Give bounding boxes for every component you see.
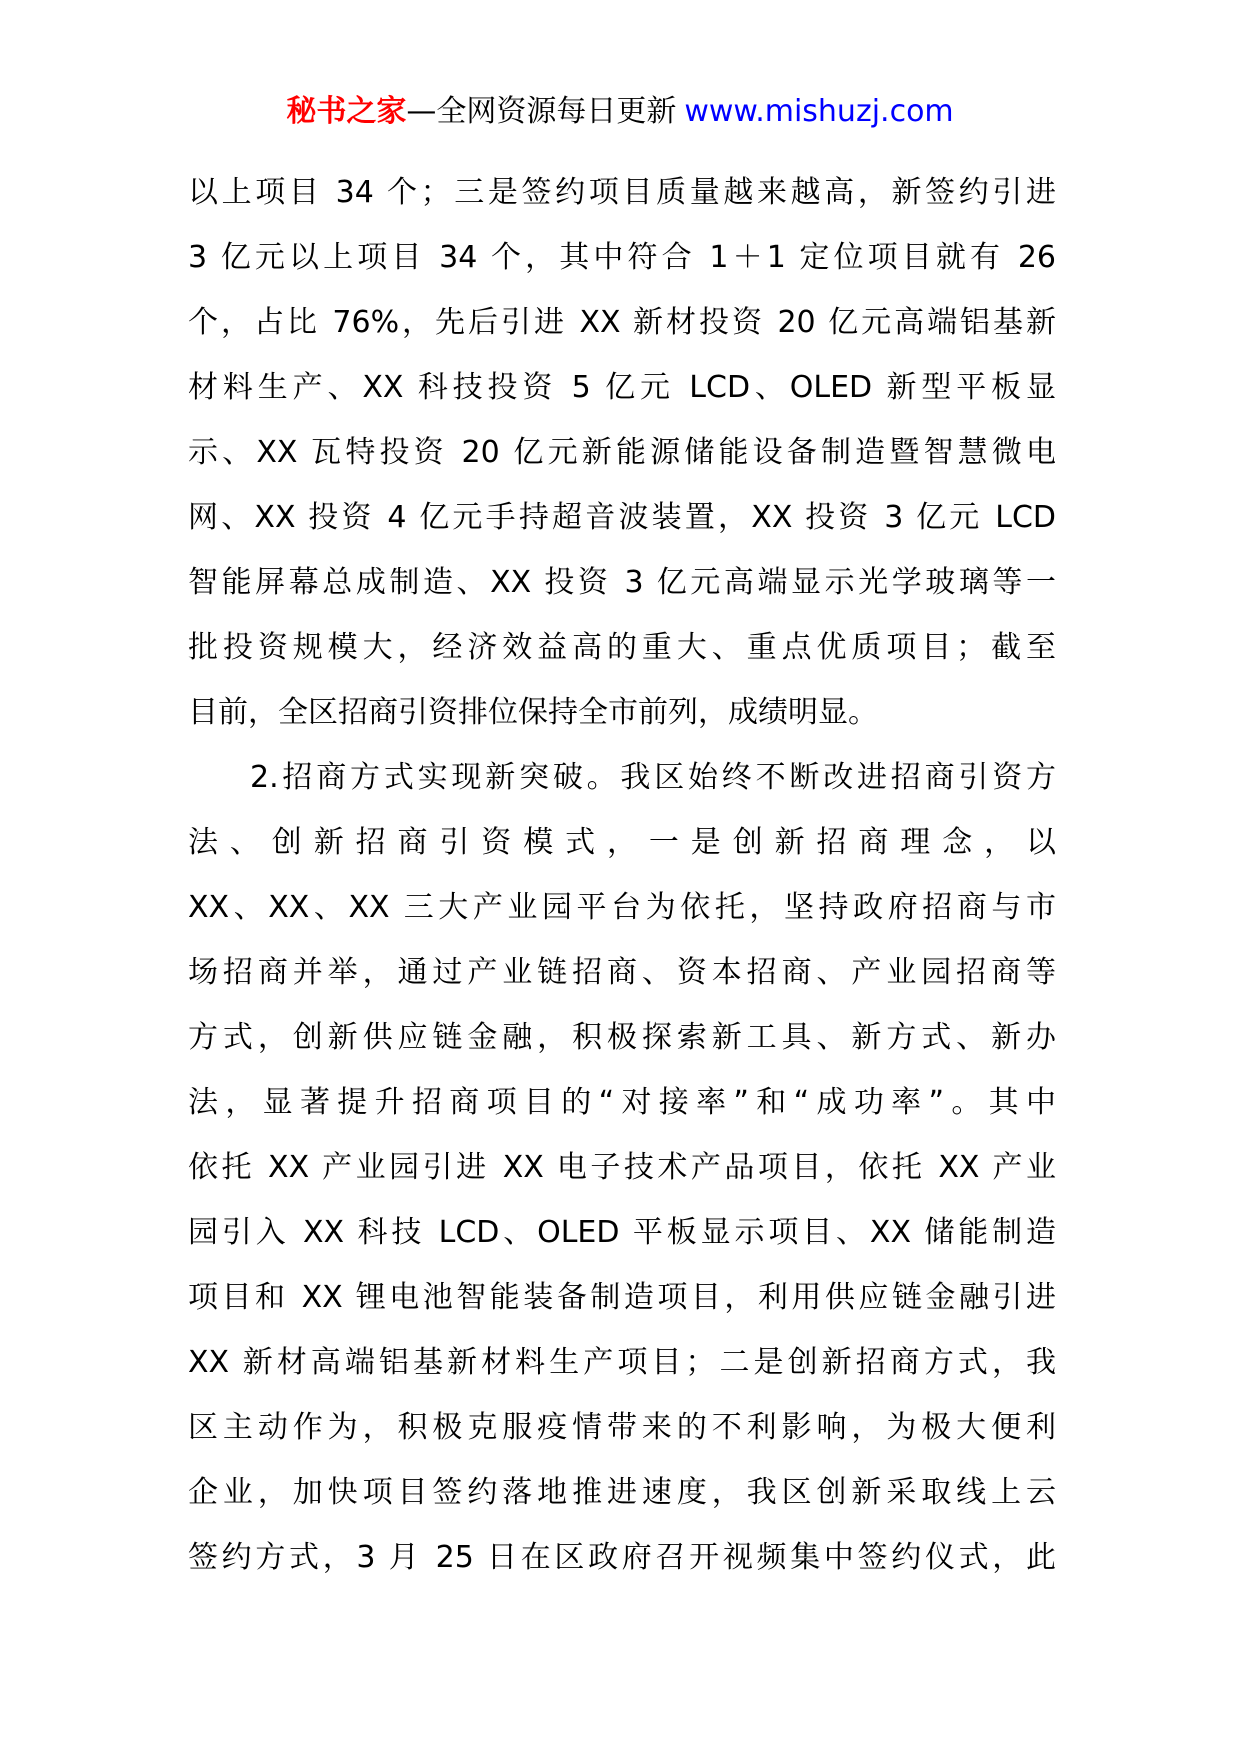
text-line: XX、XX、XX 三大产业园平台为依托，坚持政府招商与市 bbox=[188, 890, 1056, 925]
text-line: 方式，创新供应链金融，积极探索新工具、新方式、新办 bbox=[188, 1020, 1056, 1055]
site-url: www.mishuzj.com bbox=[684, 94, 954, 129]
text-line: 示、XX 瓦特投资 20 亿元新能源储能设备制造暨智慧微电 bbox=[188, 435, 1056, 470]
text-line: 个，占比 76%，先后引进 XX 新材投资 20 亿元高端铝基新 bbox=[188, 305, 1056, 340]
text-line: 法，显著提升招商项目的“对接率”和“成功率”。其中 bbox=[188, 1085, 1056, 1120]
text-line: 批投资规模大，经济效益高的重大、重点优质项目；截至 bbox=[188, 630, 1056, 665]
text-line: 企业，加快项目签约落地推进速度，我区创新采取线上云 bbox=[188, 1475, 1056, 1510]
text-line: 目前，全区招商引资排位保持全市前列，成绩明显。 bbox=[188, 695, 878, 730]
text-line: 园引入 XX 科技 LCD、OLED 平板显示项目、XX 储能制造 bbox=[188, 1215, 1056, 1250]
paragraph-2 bbox=[188, 745, 1056, 1590]
text-line: 3 亿元以上项目 34 个，其中符合 1＋1 定位项目就有 26 bbox=[188, 240, 1056, 275]
document-body bbox=[188, 160, 1056, 1590]
text-line: 网、XX 投资 4 亿元手持超音波装置，XX 投资 3 亿元 LCD bbox=[188, 500, 1056, 535]
text-line: 法、创新招商引资模式，一是创新招商理念，以 bbox=[188, 825, 1056, 860]
text-line: 项目和 XX 锂电池智能装备制造项目，利用供应链金融引进 bbox=[188, 1280, 1056, 1315]
text-line: 场招商并举，通过产业链招商、资本招商、产业园招商等 bbox=[188, 955, 1056, 990]
brand-slogan: —全网资源每日更新 bbox=[406, 94, 677, 129]
watermark-header bbox=[0, 92, 1240, 132]
paragraph-1 bbox=[188, 160, 1056, 745]
text-line: 2.招商方式实现新突破。我区始终不断改进招商引资方 bbox=[250, 760, 1056, 795]
text-line: 依托 XX 产业园引进 XX 电子技术产品项目，依托 XX 产业 bbox=[188, 1150, 1056, 1185]
text-line: 以上项目 34 个；三是签约项目质量越来越高，新签约引进 bbox=[188, 175, 1056, 210]
text-line: 智能屏幕总成制造、XX 投资 3 亿元高端显示光学玻璃等一 bbox=[188, 565, 1056, 600]
text-line: XX 新材高端铝基新材料生产项目；二是创新招商方式，我 bbox=[188, 1345, 1056, 1380]
text-line: 签约方式，3 月 25 日在区政府召开视频集中签约仪式，此 bbox=[188, 1540, 1056, 1575]
text-line: 材料生产、XX 科技投资 5 亿元 LCD、OLED 新型平板显 bbox=[188, 370, 1056, 405]
brand-name: 秘书之家 bbox=[286, 94, 407, 129]
text-line: 区主动作为，积极克服疫情带来的不利影响，为极大便利 bbox=[188, 1410, 1056, 1445]
